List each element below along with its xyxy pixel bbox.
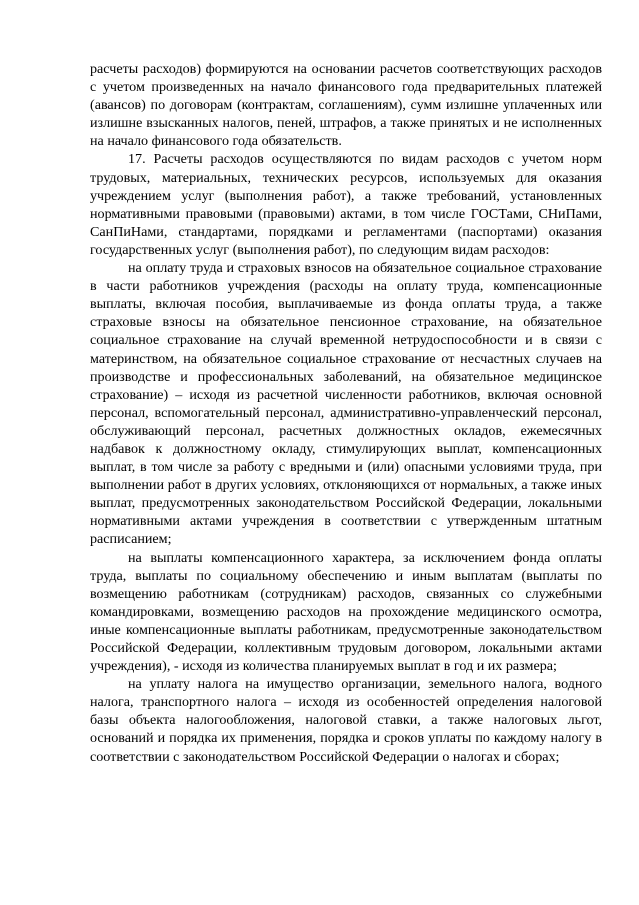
paragraph-continuation: расчеты расходов) формируются на основании расчетов соответствующих расходов с учетом произведенных на начало финансового года предварительных платежей (авансов) по договорам (контрактам, соглашениям), сумм излишне уплаченных или излишне взысканных налогов, пеней, штрафов, а также принятых и не исполненных на начало финансового года обязательств. [90, 61, 602, 150]
paragraph-compensation-payments: на выплаты компенсационного характера, за исключением фонда оплаты труда, выплаты по социальному обеспечению и иным выплатам (выплаты по возмещению работникам (сотрудникам) расходов, связанных со служебными командировками, возмещению расходов на прохождение медицинского осмотра, иные компенсационные выплаты работникам, предусмотренные законодательством Российской Федерации, коллективным трудовым договором, локальными актами учреждения), - исходя из количества планируемых выплат в год и их размера; [90, 549, 602, 675]
paragraph-labor-costs: на оплату труда и страховых взносов на обязательное социальное страхование в части работников учреждения (расходы на оплату труда, компенсационные выплаты, включая пособия, выплачиваемые из фонда оплаты труда, а также страховые взносы на обязательное пенсионное страхование, на обязательное социальное страхование на случай временной нетрудоспособности и в связи с материнством, на обязательное социальное страхование от несчастных случаев на производстве и профессиональных заболеваний, на обязательное медицинское страхование) – исходя из расчетной численности работников, включая основной персонал, вспомогательный персонал, административно-управленческий персонал, обслуживающий персонал, расчетных должностных окладов, ежемесячных надбавок к должностному окладу, стимулирующих выплат, компенсационных выплат, в том числе за работу с вредными и (или) опасными условиями труда, при выполнении работ в других условиях, отклоняющихся от нормальных, а также иных выплат, предусмотренных законодательством Российской Федерации, локальными нормативными актами учреждения в соответствии с утвержденным штатным расписанием; [90, 260, 602, 548]
paragraph-tax-payments: на уплату налога на имущество организации, земельного налога, водного налога, транспортного налога – исходя из особенностей определения налоговой базы объекта налогообложения, налоговой ставки, а также налоговых льгот, оснований и порядка их применения, порядка и сроков уплаты по каждому налогу в соответствии с законодательством Российской Федерации о налогах и сборах; [90, 676, 602, 765]
document-page [90, 60, 602, 766]
paragraph-item-17: 17. Расчеты расходов осуществляются по видам расходов с учетом норм трудовых, материальных, технических ресурсов, используемых для оказания учреждением услуг (выполнения работ), а также требований, установленных нормативными правовыми (правовыми) актами, в том числе ГОСТами, СНиПами, СанПиНами, стандартами, порядками и регламентами (паспортами) оказания государственных услуг (выполнения работ), по следующим видам расходов: [90, 151, 602, 258]
